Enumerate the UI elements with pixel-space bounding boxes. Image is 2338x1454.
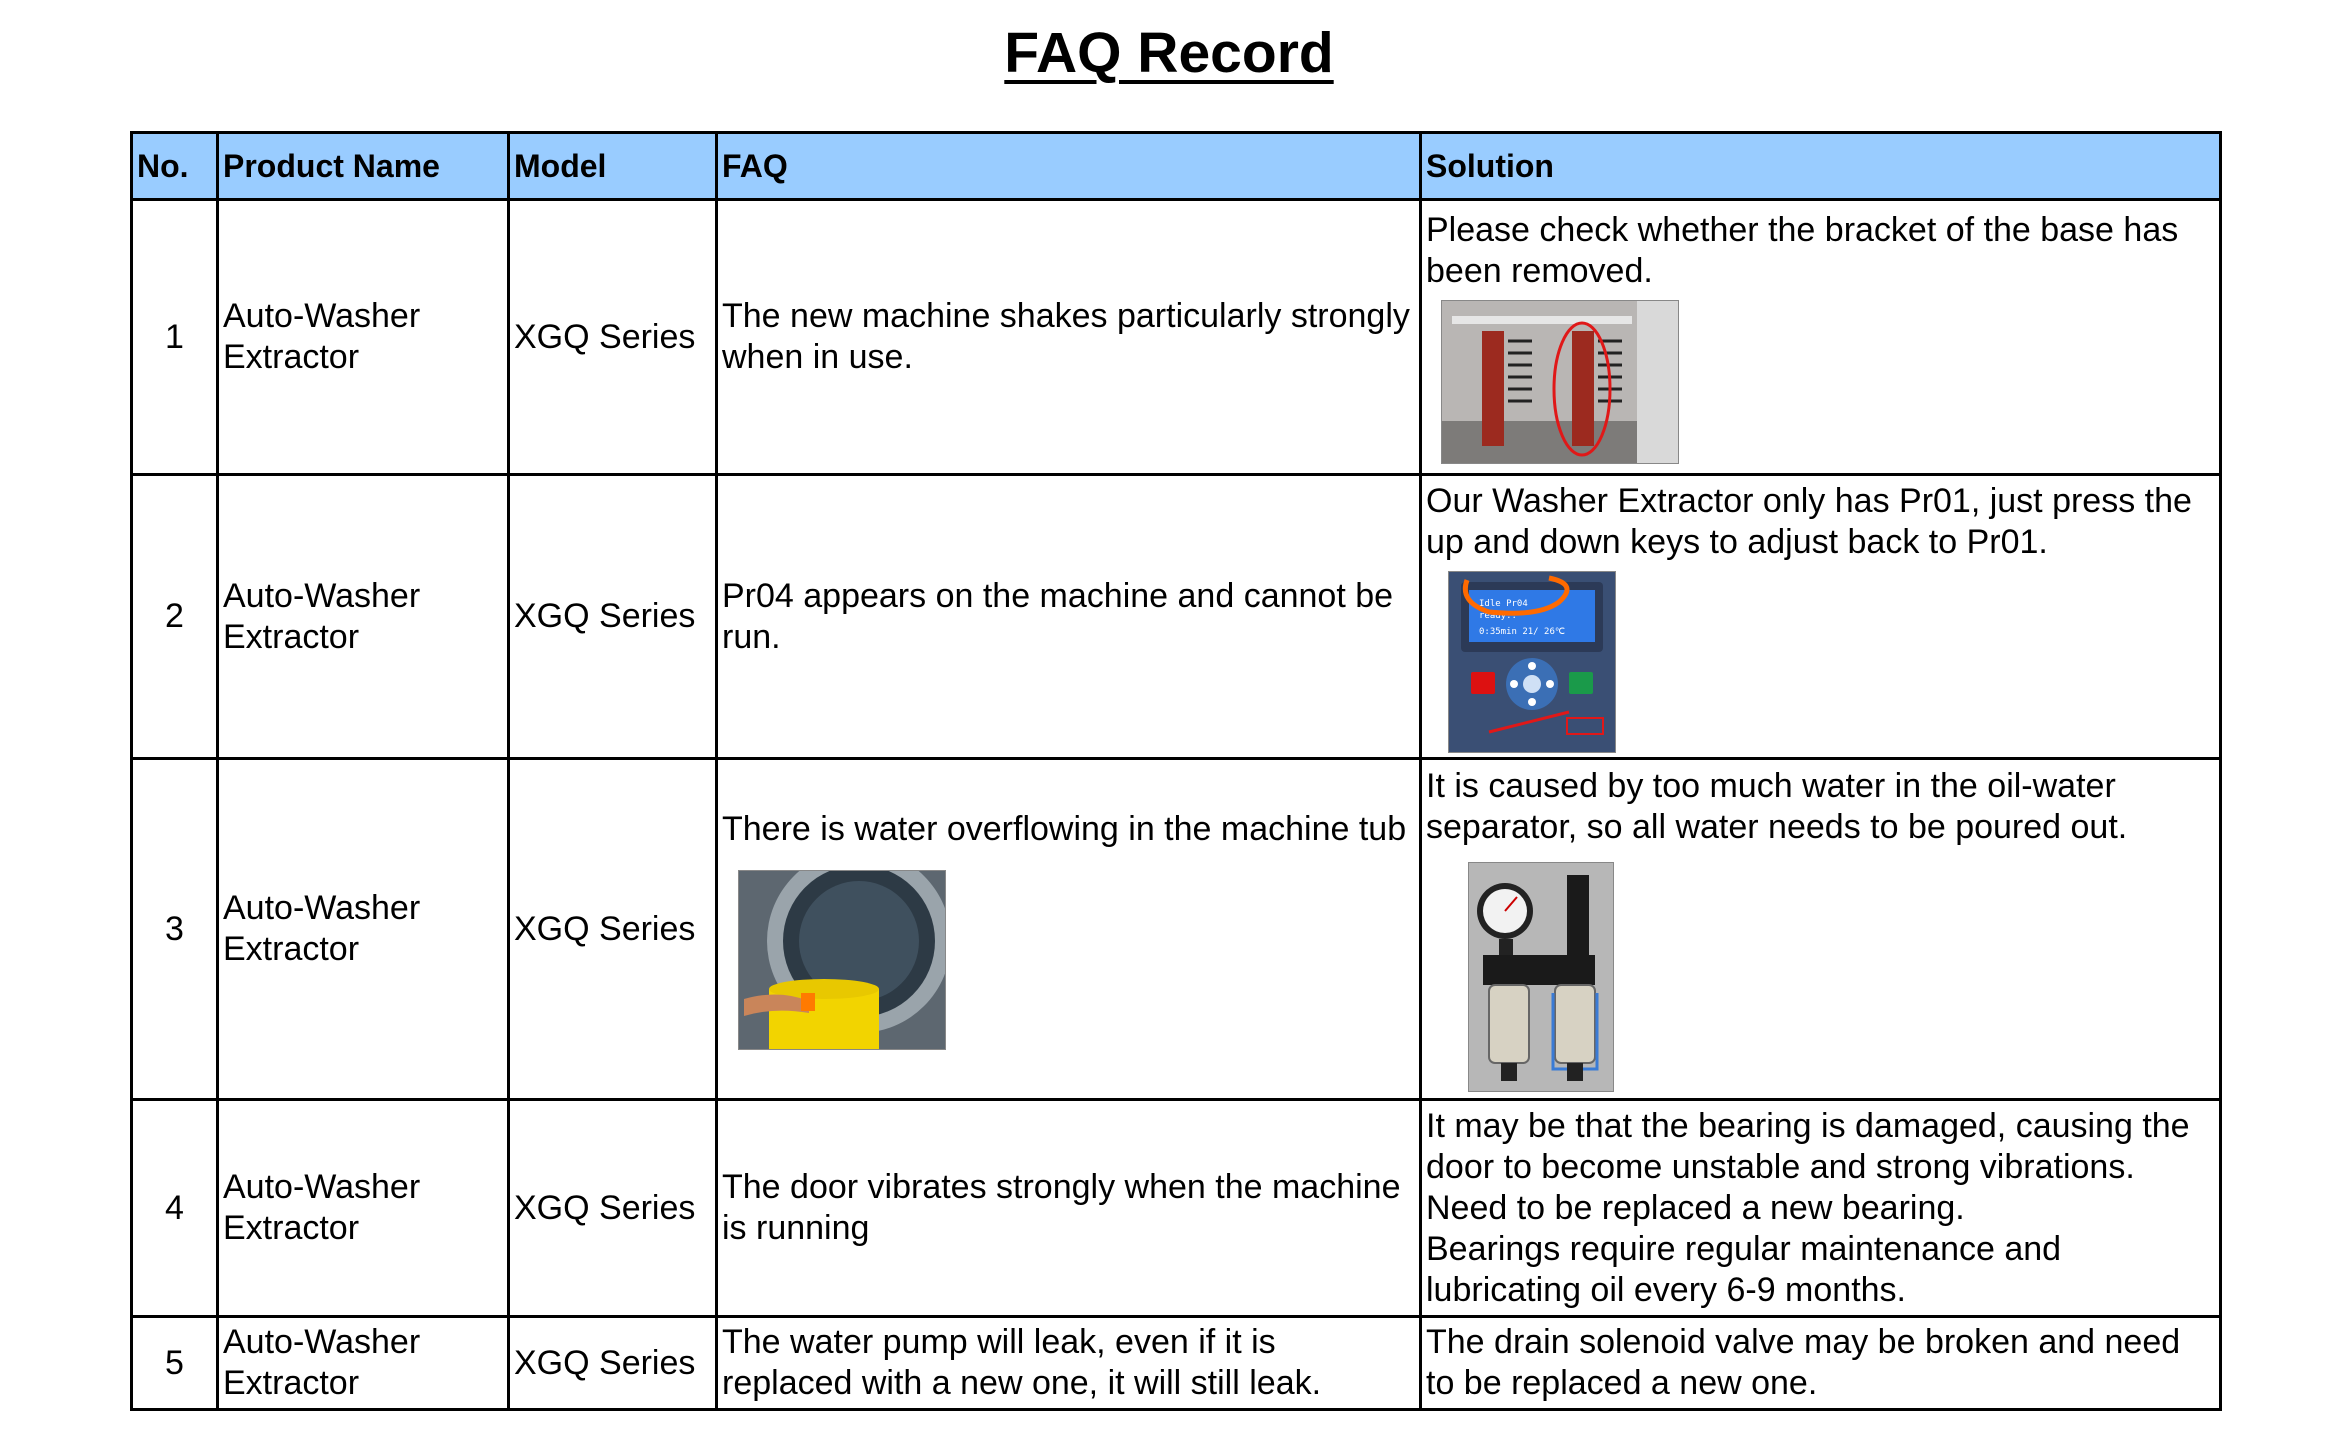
product-name-cell: Auto-Washer Extractor	[218, 1100, 509, 1317]
faq-text: There is water overflowing in the machine tub	[722, 809, 1407, 848]
header-model: Model	[509, 133, 717, 200]
header-faq: FAQ	[717, 133, 1421, 200]
table-row	[132, 759, 2221, 1100]
control-panel-photo	[1448, 571, 1616, 753]
table-row	[132, 1100, 2221, 1317]
model-cell: XGQ Series	[509, 1317, 717, 1410]
screen-line-1: Idle Pr04	[1479, 598, 1528, 609]
faq-cell: Pr04 appears on the machine and cannot be run.	[717, 475, 1421, 759]
solution-cell	[1421, 200, 2221, 475]
page-title: FAQ Record	[1004, 21, 1334, 85]
product-name-cell: Auto-Washer Extractor	[218, 200, 509, 475]
model-cell: XGQ Series	[509, 759, 717, 1100]
header-product-name: Product Name	[218, 133, 509, 200]
screen-line-2: ready..	[1479, 610, 1517, 621]
product-name-cell: Auto-Washer Extractor	[218, 759, 509, 1100]
table-header-row	[132, 133, 2221, 200]
solution-cell	[1421, 759, 2221, 1100]
table-row	[132, 475, 2221, 759]
faq-cell: The new machine shakes particularly strongly when in use.	[717, 200, 1421, 475]
header-no: No.	[132, 133, 218, 200]
solution-line-1: It may be that the bearing is damaged, causing the door to become unstable and strong vibrations.	[1426, 1106, 2190, 1186]
header-solution: Solution	[1421, 133, 2221, 200]
solution-text: Please check whether the bracket of the base has been removed.	[1426, 211, 2179, 290]
faq-cell	[717, 759, 1421, 1100]
table-row	[132, 1317, 2221, 1410]
solution-line-3: Bearings require regular maintenance and lubricating oil every 6-9 months.	[1426, 1229, 2062, 1309]
row-number: 3	[132, 759, 218, 1100]
product-name-cell: Auto-Washer Extractor	[218, 475, 509, 759]
solution-cell: The drain solenoid valve may be broken and need to be replaced a new one.	[1421, 1317, 2221, 1410]
row-number: 1	[132, 200, 218, 475]
faq-table	[130, 131, 2222, 1411]
faq-cell: The door vibrates strongly when the machine is running	[717, 1100, 1421, 1317]
solution-text: Our Washer Extractor only has Pr01, just press the up and down keys to adjust back to Pr01.	[1426, 481, 2192, 561]
model-cell: XGQ Series	[509, 200, 717, 475]
product-name-cell: Auto-Washer Extractor	[218, 1317, 509, 1410]
model-cell: XGQ Series	[509, 1100, 717, 1317]
row-number: 2	[132, 475, 218, 759]
model-cell: XGQ Series	[509, 475, 717, 759]
machine-tub-photo	[738, 870, 946, 1050]
oil-water-separator-photo	[1468, 862, 1614, 1092]
faq-cell: The water pump will leak, even if it is replaced with a new one, it will still leak.	[717, 1317, 1421, 1410]
machine-base-bracket-photo	[1441, 300, 1679, 464]
row-number: 4	[132, 1100, 218, 1317]
row-number: 5	[132, 1317, 218, 1410]
screen-line-3: 0:35min 21/ 26℃	[1479, 626, 1565, 637]
table-row	[132, 200, 2221, 475]
solution-text: It is caused by too much water in the oil-water separator, so all water needs to be poured out.	[1426, 767, 2128, 846]
solution-cell	[1421, 1100, 2221, 1317]
solution-cell	[1421, 475, 2221, 759]
solution-line-2: Need to be replaced a new bearing.	[1426, 1188, 1965, 1227]
